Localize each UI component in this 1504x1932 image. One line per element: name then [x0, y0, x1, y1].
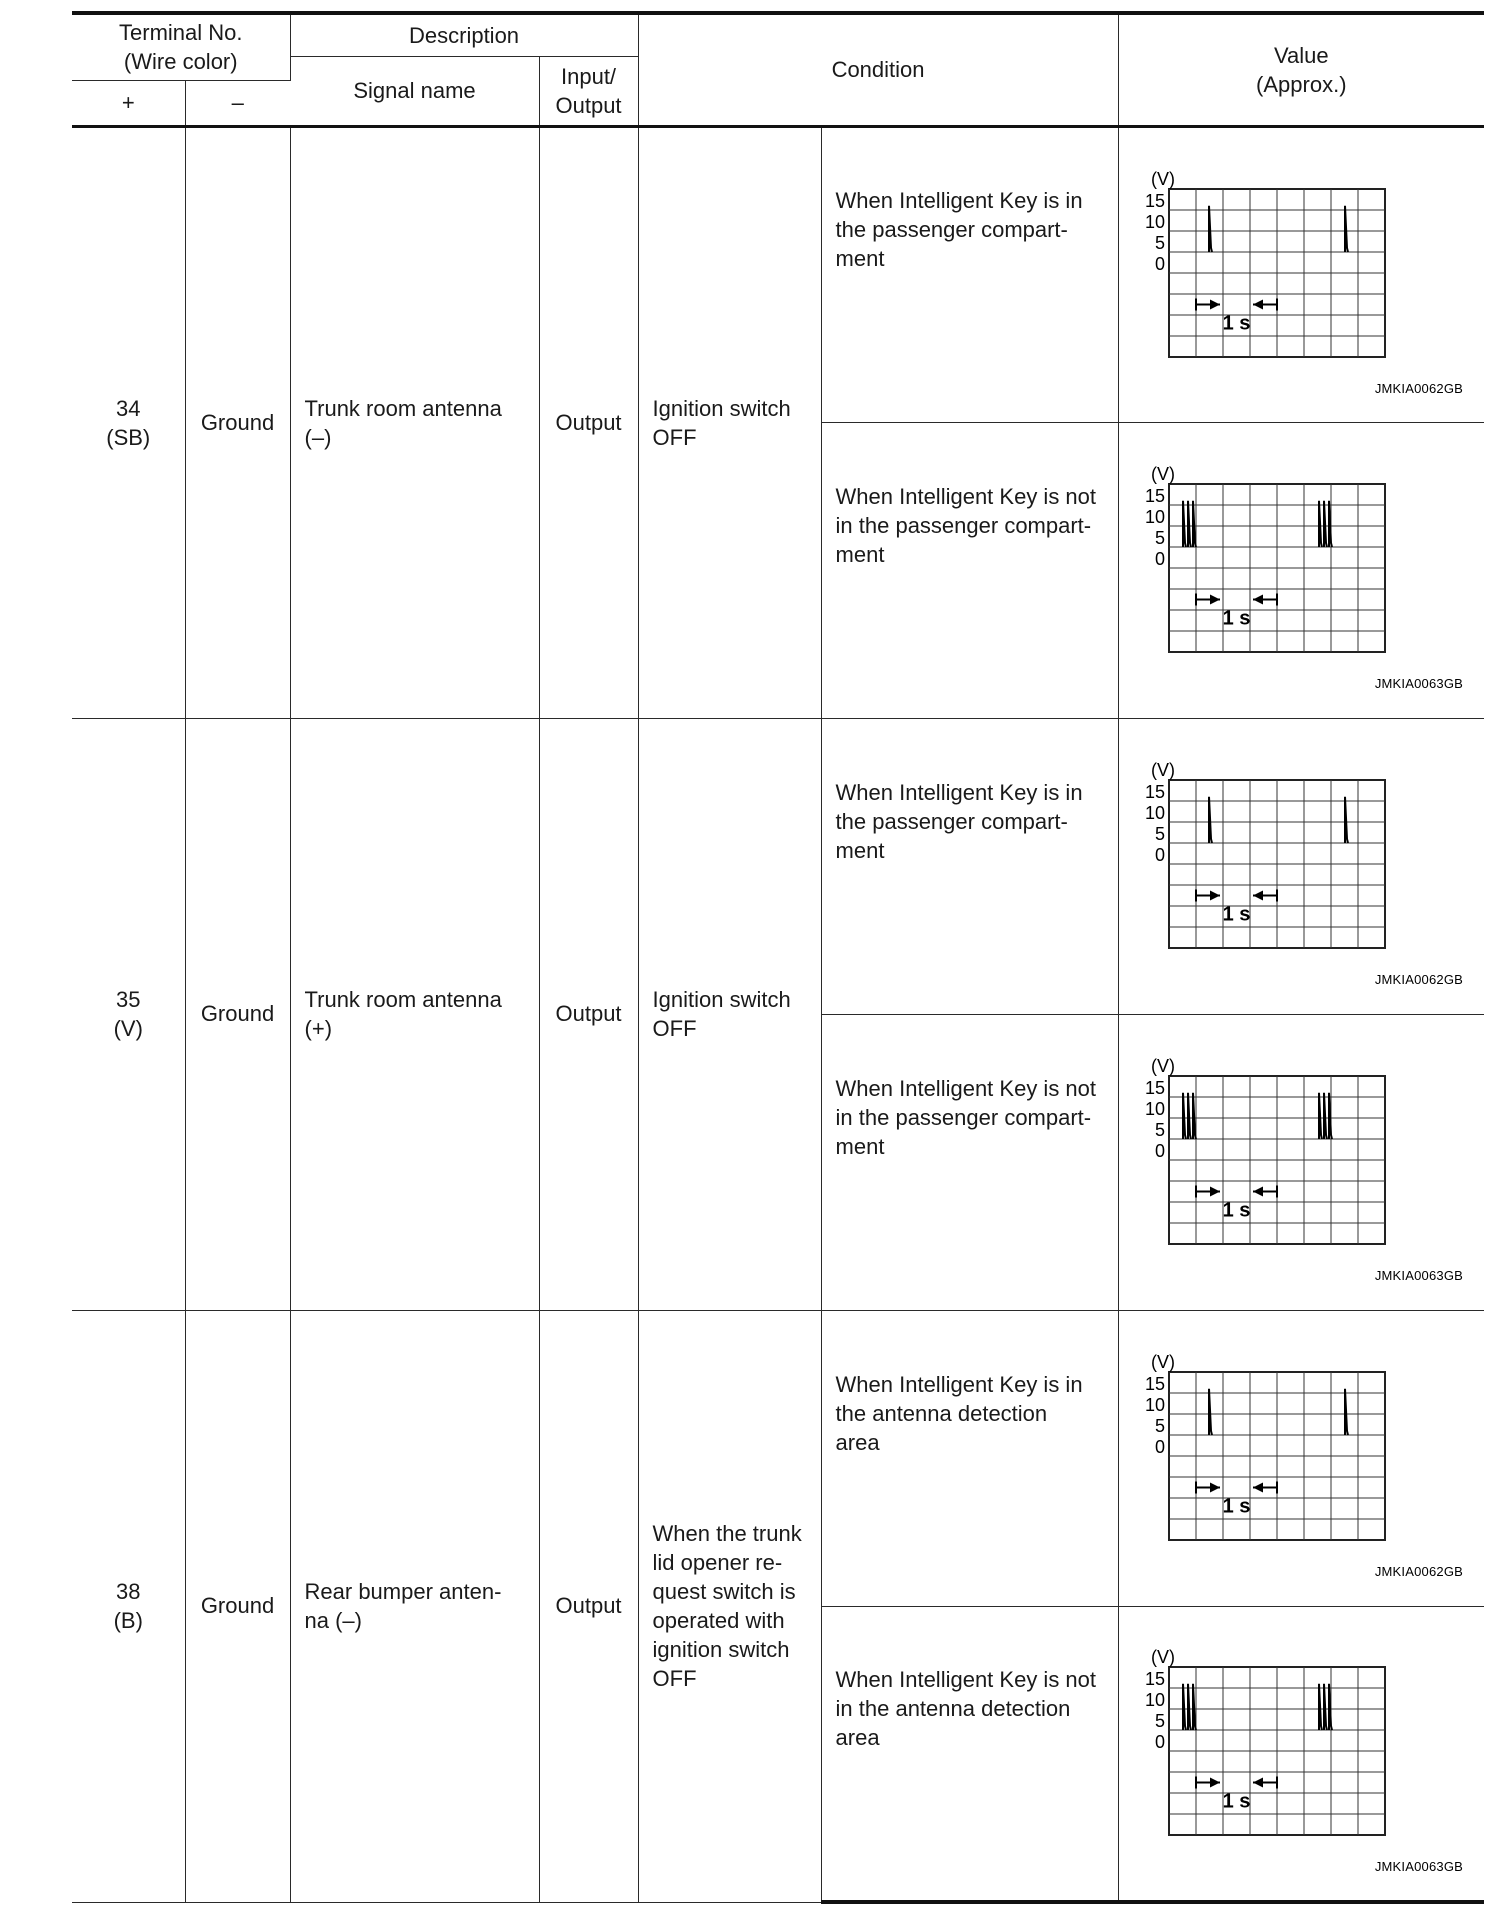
- io-38: Output: [539, 1310, 638, 1902]
- waveform-chart: [1127, 1328, 1477, 1588]
- y-tick-label: 5: [1154, 232, 1165, 253]
- value-cell-38-a: [1118, 1310, 1484, 1606]
- header-value: [1118, 13, 1484, 126]
- header-minus: –: [185, 80, 290, 126]
- y-tick-label: 0: [1154, 1141, 1165, 1161]
- header-description: Description: [290, 13, 638, 56]
- signal-name-34: Trunk room antenna (–): [290, 126, 539, 718]
- y-tick-label: 15: [1144, 782, 1165, 802]
- y-tick-label: 5: [1154, 1120, 1165, 1140]
- y-tick-label: 0: [1154, 1437, 1165, 1457]
- y-tick-label: 0: [1154, 253, 1165, 274]
- signal-name-38: Rear bumper anten- na (–): [290, 1310, 539, 1902]
- y-tick-label: 0: [1154, 845, 1165, 865]
- y-tick-label: 10: [1144, 1690, 1165, 1711]
- y-axis-unit: (V): [1150, 760, 1175, 780]
- y-tick-label: 0: [1154, 549, 1165, 569]
- figure-code: JMKIA0062GB: [1374, 972, 1463, 987]
- sub-condition-34-b: When Intelligent Key is not in the passenger compart- ment: [821, 422, 1118, 718]
- condition-34: Ignition switch OFF: [638, 126, 821, 718]
- sub-condition-38-a: When Intelligent Key is in the antenna detection area: [821, 1310, 1118, 1606]
- value-cell-35-a: [1118, 718, 1484, 1014]
- header-io: [539, 56, 638, 126]
- header-io-text: Input/ Output: [555, 63, 622, 118]
- time-scale-label: 1 s: [1222, 312, 1250, 334]
- waveform-chart: [1127, 1032, 1477, 1292]
- y-tick-label: 10: [1144, 211, 1165, 232]
- sub-condition-38-b: When Intelligent Key is not in the antenna detection area: [821, 1606, 1118, 1902]
- time-scale-label: 1 s: [1222, 1495, 1250, 1518]
- waveform-chart: [1127, 440, 1477, 700]
- waveform-chart: [1127, 145, 1477, 405]
- figure-code: JMKIA0063GB: [1374, 676, 1463, 691]
- sub-condition-35-b: When Intelligent Key is not in the passenger compart- ment: [821, 1014, 1118, 1310]
- figure-code: JMKIA0062GB: [1374, 1564, 1463, 1579]
- value-cell-38-b: [1118, 1606, 1484, 1902]
- condition-35: Ignition switch OFF: [638, 718, 821, 1310]
- y-tick-label: 5: [1154, 1416, 1165, 1436]
- y-tick-label: 5: [1154, 1711, 1165, 1732]
- y-tick-label: 10: [1144, 1099, 1165, 1119]
- terminal-38: 38 (B): [72, 1310, 185, 1902]
- y-axis-unit: (V): [1150, 1352, 1175, 1372]
- y-axis-unit: (V): [1150, 464, 1175, 484]
- time-scale-label: 1 s: [1222, 607, 1250, 630]
- y-tick-label: 15: [1144, 1669, 1165, 1690]
- time-scale-label: 1 s: [1222, 1199, 1250, 1222]
- y-tick-label: 0: [1154, 1732, 1165, 1753]
- minus-ground-34: Ground: [185, 126, 290, 718]
- y-tick-label: 15: [1144, 1078, 1165, 1098]
- header-plus: +: [72, 80, 185, 126]
- y-tick-label: 15: [1144, 190, 1165, 211]
- time-scale-label: 1 s: [1222, 903, 1250, 926]
- y-tick-label: 10: [1144, 1395, 1165, 1415]
- y-tick-label: 10: [1144, 803, 1165, 823]
- sub-condition-35-a: When Intelligent Key is in the passenger compart- ment: [821, 718, 1118, 1014]
- header-value-text: Value (Approx.): [1256, 42, 1347, 97]
- figure-code: JMKIA0062GB: [1374, 380, 1463, 396]
- io-35: Output: [539, 718, 638, 1310]
- minus-ground-38: Ground: [185, 1310, 290, 1902]
- value-cell-34-a: [1118, 126, 1484, 422]
- y-axis-unit: (V): [1150, 1056, 1175, 1076]
- y-axis-unit: (V): [1150, 168, 1175, 189]
- y-tick-label: 10: [1144, 507, 1165, 527]
- minus-ground-35: Ground: [185, 718, 290, 1310]
- header-condition: Condition: [638, 13, 1118, 126]
- terminal-35: 35 (V): [72, 718, 185, 1310]
- terminal-34: 34 (SB): [72, 126, 185, 718]
- header-terminal-text: Terminal No. (Wire color): [119, 20, 243, 75]
- figure-code: JMKIA0063GB: [1374, 1859, 1463, 1875]
- header-signal-name: Signal name: [290, 56, 539, 126]
- figure-code: JMKIA0063GB: [1374, 1268, 1463, 1283]
- value-cell-34-b: [1118, 422, 1484, 718]
- y-tick-label: 5: [1154, 528, 1165, 548]
- y-tick-label: 15: [1144, 486, 1165, 506]
- y-tick-label: 5: [1154, 824, 1165, 844]
- signal-name-35: Trunk room antenna (+): [290, 718, 539, 1310]
- waveform-chart: [1127, 1623, 1477, 1883]
- header-terminal: [72, 13, 290, 80]
- terminal-spec-table: [72, 11, 1484, 1904]
- y-tick-label: 15: [1144, 1374, 1165, 1394]
- time-scale-label: 1 s: [1222, 1790, 1250, 1813]
- io-34: Output: [539, 126, 638, 718]
- sub-condition-34-a: When Intelligent Key is in the passenger compart- ment: [821, 126, 1118, 422]
- y-axis-unit: (V): [1150, 1647, 1175, 1668]
- value-cell-35-b: [1118, 1014, 1484, 1310]
- condition-38: When the trunk lid opener re- quest switch is operated with ignition switch OFF: [638, 1310, 821, 1902]
- waveform-chart: [1127, 736, 1477, 996]
